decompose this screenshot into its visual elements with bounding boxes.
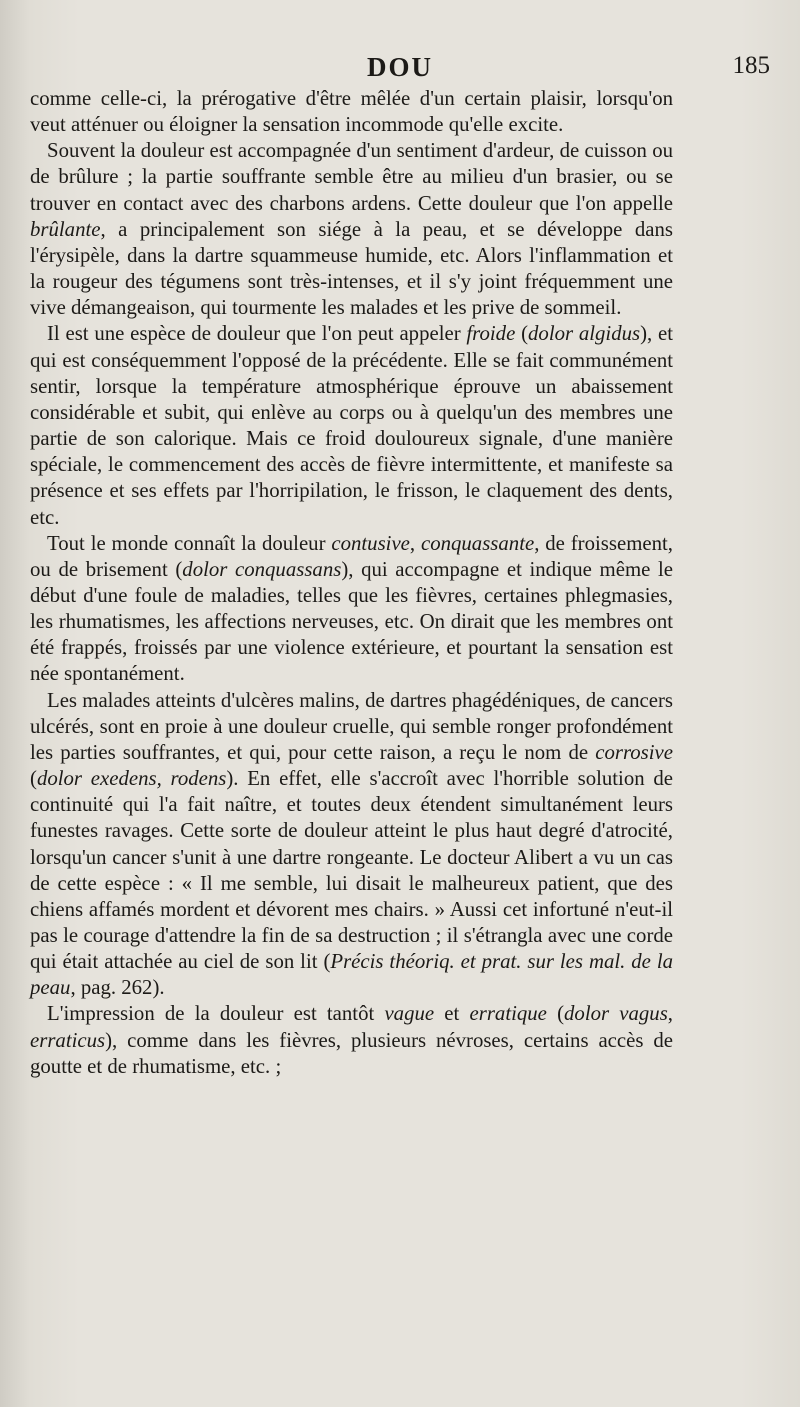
text-segment: , (409, 531, 421, 555)
italic-term: contusive (331, 531, 410, 555)
text-segment: ), qui accompagne et indique même le début d'une foule de maladies, telles que les fièvres, certaines phlegmasies, les rhumatismes, les affections nerveuses, etc. On dirait que les membres ont été frappés, froissés par une violence extérieure, et pourtant la sensation est née spontanément. (30, 557, 673, 686)
italic-term: conquassante (420, 531, 535, 555)
text-segment: ( (515, 322, 529, 346)
paragraph-4 (30, 531, 673, 688)
text-segment: Il est une espèce de douleur que l'on peut appeler (47, 322, 467, 346)
running-head (30, 52, 770, 88)
italic-term: erratique (469, 1002, 547, 1026)
text-segment: , de froissement, ou de brisement ( (30, 531, 673, 581)
text-segment: Les malades atteints d'ulcères malins, de dartres phagédéniques, de cancers ulcérés, sont en proie à une douleur cruelle, qui semble ronger profondément les parties souffrantes, et qui, pour cette raison, a reçu le nom de (30, 688, 673, 764)
italic-term: erraticus (30, 1028, 106, 1052)
italic-term: brûlante (30, 217, 101, 241)
text-segment: et (434, 1002, 470, 1026)
text-segment: ( (30, 767, 37, 791)
italic-citation: Précis théoriq. et prat. sur les mal. de la peau (30, 950, 674, 1000)
running-head-title: DOU (367, 52, 433, 82)
text-segment: ), et qui est conséquemment l'opposé de la précédente. Elle se fait communément sentir, lorsque la température atmosphérique éprouve un abaissement considérable et subit, qui enlève au corps ou à quelqu'un des membres une partie de son calorique. Mais ce froid douloureux signale, d'une manière spéciale, le commencement des accès de fièvre intermittente, et manifeste sa présence et ses effets par l'horripilation, le frisson, le claquement des dents, etc. (30, 322, 673, 529)
text-segment: ( (546, 1002, 565, 1026)
body-text (30, 86, 673, 1080)
italic-term: dolor exedens, rodens (36, 767, 227, 791)
text-segment: , pag. 262). (70, 976, 165, 1000)
paragraph-1 (30, 86, 673, 138)
paragraph-2 (30, 138, 673, 321)
text-segment: ), comme dans les fièvres, plusieurs névroses, certains accès de goutte et de rhumatisme, etc. ; (30, 1028, 673, 1078)
italic-term: dolor algidus (528, 322, 641, 346)
italic-term: dolor conquassans (182, 557, 342, 581)
text-segment: Souvent la douleur est accompagnée d'un sentiment d'ardeur, de cuisson ou de brûlure ; la partie souffrante semble être au milieu d'un brasier, ou se trouver en contact avec des charbons ardens. Cette douleur que l'on appelle (30, 139, 673, 215)
text-segment: L'impression de la douleur est tantôt (47, 1002, 385, 1026)
text-segment: , (667, 1002, 673, 1026)
paragraph-5 (30, 688, 673, 1002)
paragraph-3 (30, 321, 673, 530)
page-number: 185 (732, 52, 770, 79)
text-segment: Tout le monde connaît la douleur (47, 531, 332, 555)
text-segment: ). En effet, elle s'accroît avec l'horrible solution de continuité qui l'a fait naître, et toutes deux étendent simultanément leurs funestes ravages. Cette sorte de douleur atteint le plus haut degré d'atrocité, lorsqu'un cancer s'unit à une dartre rongeante. Le docteur Alibert a vu un cas de cette espèce : « Il me semble, lui disait le malheureux patient, que des chiens affamés mordent et dévorent mes chairs. » Aussi cet infortuné n'eut-il pas le courage d'attendre la fin de sa destruction ; il s'étrangla avec une corde qui était attachée au ciel de son lit ( (30, 767, 673, 974)
text-segment: comme celle-ci, la prérogative d'être mêlée d'un certain plaisir, lorsqu'on veut atténuer ou éloigner la sensation incommode qu'elle excite. (30, 87, 673, 137)
italic-term: froide (466, 322, 516, 346)
italic-term: corrosive (595, 740, 673, 764)
italic-term: dolor vagus (564, 1002, 668, 1026)
italic-term: vague (384, 1002, 435, 1026)
text-segment: , a principalement son siége à la peau, et se développe dans l'érysipèle, dans la dartre squammeuse humide, etc. Alors l'inflammation et la rougeur des tégumens sont très-intenses, et il s'y joint fréquemment une vive démangeaison, qui tourmente les malades et les prive de sommeil. (30, 217, 673, 320)
paragraph-6 (30, 1001, 673, 1079)
